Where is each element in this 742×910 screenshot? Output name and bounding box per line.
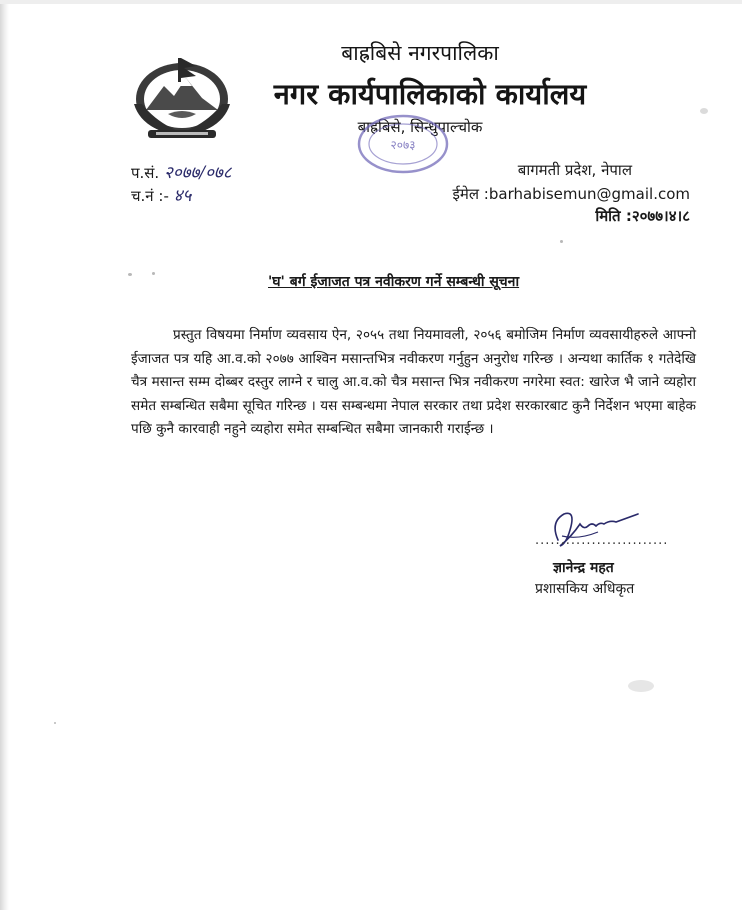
scan-speck: [54, 722, 56, 724]
scan-speck: [128, 273, 132, 276]
office-address: बाह्रबिसे, सिन्धुपाल्चोक: [357, 118, 483, 136]
scan-speck: [628, 680, 654, 692]
letter-number: [131, 160, 232, 183]
nepal-government-emblem-icon: [120, 52, 244, 142]
signatory-name: ज्ञानेन्द्र महत: [553, 560, 614, 576]
scan-speck: [560, 240, 563, 243]
notice-body: प्रस्तुत विषयमा निर्माण व्यवसाय ऐन, २०५५ तथा नियमावली, २०५६ बमोजिम निर्माण व्यवसायीहरुले आफ्नो ईजाजत पत्र यहि आ.व.को २०७७ आश्विन मसान्तभित्र नवीकरण गर्नुहुन अनुरोध गरिन्छ । अन्यथा कार्तिक १ गतेदेखि चैत्र मसान्त सम्म दोब्बर दस्तुर लाग्ने र चालु आ.व.को चैत्र मसान्त भित्र नवीकरण नगरेमा स्वत: खारेज भै जाने व्यहोरा समेत सम्बन्धित सबैमा सूचित गरिन्छ । यस सम्बन्धमा नेपाल सरकार तथा प्रदेश सरकारबाट कुनै निर्देशन भएमा बाहेक पछि कुनै कारवाही नहुने व्यहोरा समेत सम्बन्धित सबैमा जानकारी गराईन्छ ।: [131, 327, 696, 437]
office-seal-icon: [348, 112, 458, 176]
stamp-number: २०७३: [390, 138, 416, 152]
dispatch-number: [131, 183, 191, 206]
scan-speck: [700, 108, 708, 114]
letter-number-label: प.सं.: [131, 164, 160, 182]
province-line: बागमती प्रदेश, नेपाल: [517, 161, 632, 179]
notice-subject: 'घ' बर्ग ईजाजत पत्र नवीकरण गर्ने सम्बन्धी सूचना: [268, 274, 520, 290]
dispatch-number-label: च.नं :-: [131, 187, 169, 205]
scan-speck: [152, 272, 155, 275]
office-title: नगर कार्यपालिकाको कार्यालय: [273, 77, 587, 111]
municipality-name: बाह्रबिसे नगरपालिका: [341, 41, 499, 65]
scan-edge-shadow: [0, 0, 9, 910]
dispatch-number-value: ४५: [173, 186, 192, 206]
letter-number-value: २०७७/०७८: [163, 163, 232, 183]
email-line: ईमेल :barhabisemun@gmail.com: [452, 185, 690, 203]
scan-top-edge: [0, 0, 742, 4]
date-line: मिति :२०७७।४।८: [595, 207, 690, 225]
signatory-title: प्रशासकिय अधिकृत: [535, 581, 635, 597]
handwritten-signature-icon: [538, 500, 648, 558]
signature-line: ..........................: [535, 533, 669, 548]
